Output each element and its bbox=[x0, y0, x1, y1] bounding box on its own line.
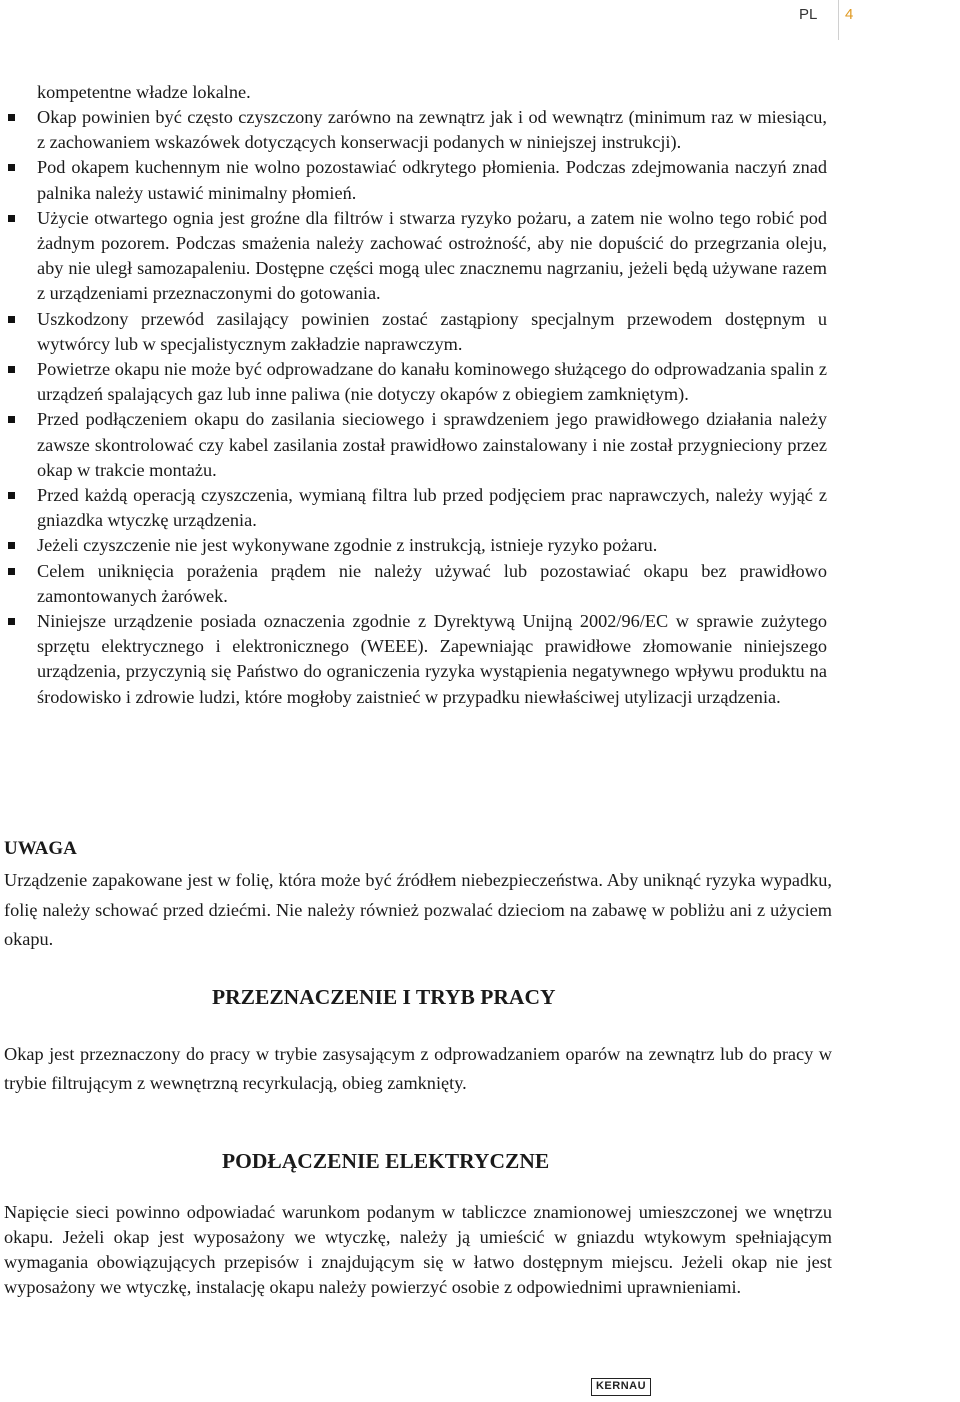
list-item bbox=[0, 307, 827, 357]
section-heading-electrical: PODŁĄCZENIE ELEKTRYCZNE bbox=[222, 1149, 550, 1173]
continued-text: kompetentne władze lokalne. bbox=[37, 82, 251, 102]
square-bullet-icon bbox=[8, 568, 15, 575]
square-bullet-icon bbox=[8, 366, 15, 373]
list-item-text: Jeżeli czyszczenie nie jest wykonywane zgodnie z instrukcją, istnieje ryzyko pożaru. bbox=[37, 535, 658, 556]
section-heading-purpose: PRZEZNACZENIE I TRYB PRACY bbox=[212, 985, 556, 1009]
header-divider bbox=[838, 0, 839, 40]
list-item bbox=[0, 206, 827, 307]
square-bullet-icon bbox=[8, 416, 15, 423]
list-item-text: Powietrze okapu nie może być odprowadzane do kanału kominowego służącego do odprowadzania spalin z urządzeń spalających gaz lub inne paliwa (nie dotyczy okapów z obiegiem zamkniętym). bbox=[37, 359, 827, 405]
safety-bullet-list bbox=[0, 105, 960, 710]
list-item bbox=[0, 155, 827, 205]
list-item bbox=[0, 559, 827, 609]
warning-heading: UWAGA bbox=[4, 838, 77, 859]
square-bullet-icon bbox=[8, 492, 15, 499]
list-item-text: Uszkodzony przewód zasilający powinien zostać zastąpiony specjalnym przewodem dostępnym u wytwórcy lub w specjalistycznym zakładzie naprawczym. bbox=[37, 308, 827, 354]
square-bullet-icon bbox=[8, 114, 15, 121]
brand-logo: KERNAU bbox=[591, 1378, 651, 1396]
list-item-text: Okap powinien być często czyszczony zarówno na zewnątrz jak i od wewnątrz (minimum raz w miesiącu, z zachowaniem wskazówek dotyczących konserwacji podanych w niniejszej instrukcji). bbox=[37, 107, 827, 153]
warning-text: Urządzenie zapakowane jest w folię, która może być źródłem niebezpieczeństwa. Aby uniknąć ryzyka wypadku, folię należy schować przed dziećmi. Nie należy również pozwalać dzieciom na zabawę w pobliżu ani z użyciem okapu. bbox=[4, 870, 832, 949]
electrical-paragraph: Napięcie sieci powinno odpowiadać warunkom podanym w tabliczce znamionowej umieszczonej we wnętrzu okapu. Jeżeli okap jest wyposażony we wtyczkę, należy ją umieścić w gniazdu wtykowym spełniającym wymagania obowiązujących przepisów i znajdującym się w łatwo dostępnym miejscu. Jeżeli okap nie jest wyposażony we wtyczkę, instalację okapu należy powierzyć osobie z odpowiednimi uprawnieniami. bbox=[4, 1202, 832, 1297]
square-bullet-icon bbox=[8, 215, 15, 222]
list-item-text: Celem uniknięcia porażenia prądem nie należy używać lub pozostawiać okapu bez prawidłowo zamontowanych żarówek. bbox=[37, 560, 827, 606]
list-item-text: Przed podłączeniem okapu do zasilania sieciowego i sprawdzeniem jego prawidłowego działania należy zawsze skontrolować czy kabel zasilania został prawidłowo zainstalowany i nie został przygnieciony przez okap w trakcie montażu. bbox=[37, 409, 827, 480]
list-item-text: Przed każdą operacją czyszczenia, wymianą filtra lub przed podjęciem prac naprawczych, należy wyjąć z gniazdka wtyczkę urządzenia. bbox=[37, 485, 827, 531]
list-item bbox=[0, 357, 827, 407]
square-bullet-icon bbox=[8, 542, 15, 549]
page-header bbox=[0, 0, 960, 40]
square-bullet-icon bbox=[8, 316, 15, 323]
list-item bbox=[0, 407, 827, 483]
list-item-text: Użycie otwartego ognia jest groźne dla filtrów i stwarza ryzyko pożaru, a zatem nie wolno tego robić pod żadnym pozorem. Podczas smażenia należy zachować ostrożność, aby nie dopuścić do przegrzania oleju, aby nie uległ samozapaleniu. Dostępne części mogą ulec znacznemu nagrzaniu, jeżeli będą używane razem z urządzeniami przeznaczonymi do gotowania. bbox=[37, 207, 827, 304]
page-number: 4 bbox=[845, 6, 854, 23]
list-item bbox=[0, 533, 827, 558]
language-label: PL bbox=[799, 6, 818, 23]
purpose-paragraph: Okap jest przeznaczony do pracy w trybie zasysającym z odprowadzaniem oparów na zewnątrz lub do pracy w trybie filtrującym z wewnętrzną recyrkulacją, obieg zamknięty. bbox=[4, 1044, 832, 1093]
list-item-text: Pod okapem kuchennym nie wolno pozostawiać odkrytego płomienia. Podczas zdejmowania naczyń znad palnika należy ustawić minimalny płomień. bbox=[37, 157, 827, 203]
square-bullet-icon bbox=[8, 618, 15, 625]
list-item bbox=[0, 105, 827, 155]
square-bullet-icon bbox=[8, 164, 15, 171]
list-item bbox=[0, 483, 827, 533]
list-item-text: Niniejsze urządzenie posiada oznaczenia zgodnie z Dyrektywą Unijną 2002/96/EC w sprawie zużytego sprzętu elektrycznego i elektronicznego (WEEE). Zapewniając prawidłowe złomowanie niniejszego urządzenia, przyczynią się Państwo do ograniczenia ryzyka wystąpienia negatywnego wpływu produktu na środowisko i zdrowie ludzi, które mogłoby zaistnieć w przypadku niewłaściwej utylizacji urządzenia. bbox=[37, 611, 827, 707]
list-item bbox=[0, 609, 827, 710]
